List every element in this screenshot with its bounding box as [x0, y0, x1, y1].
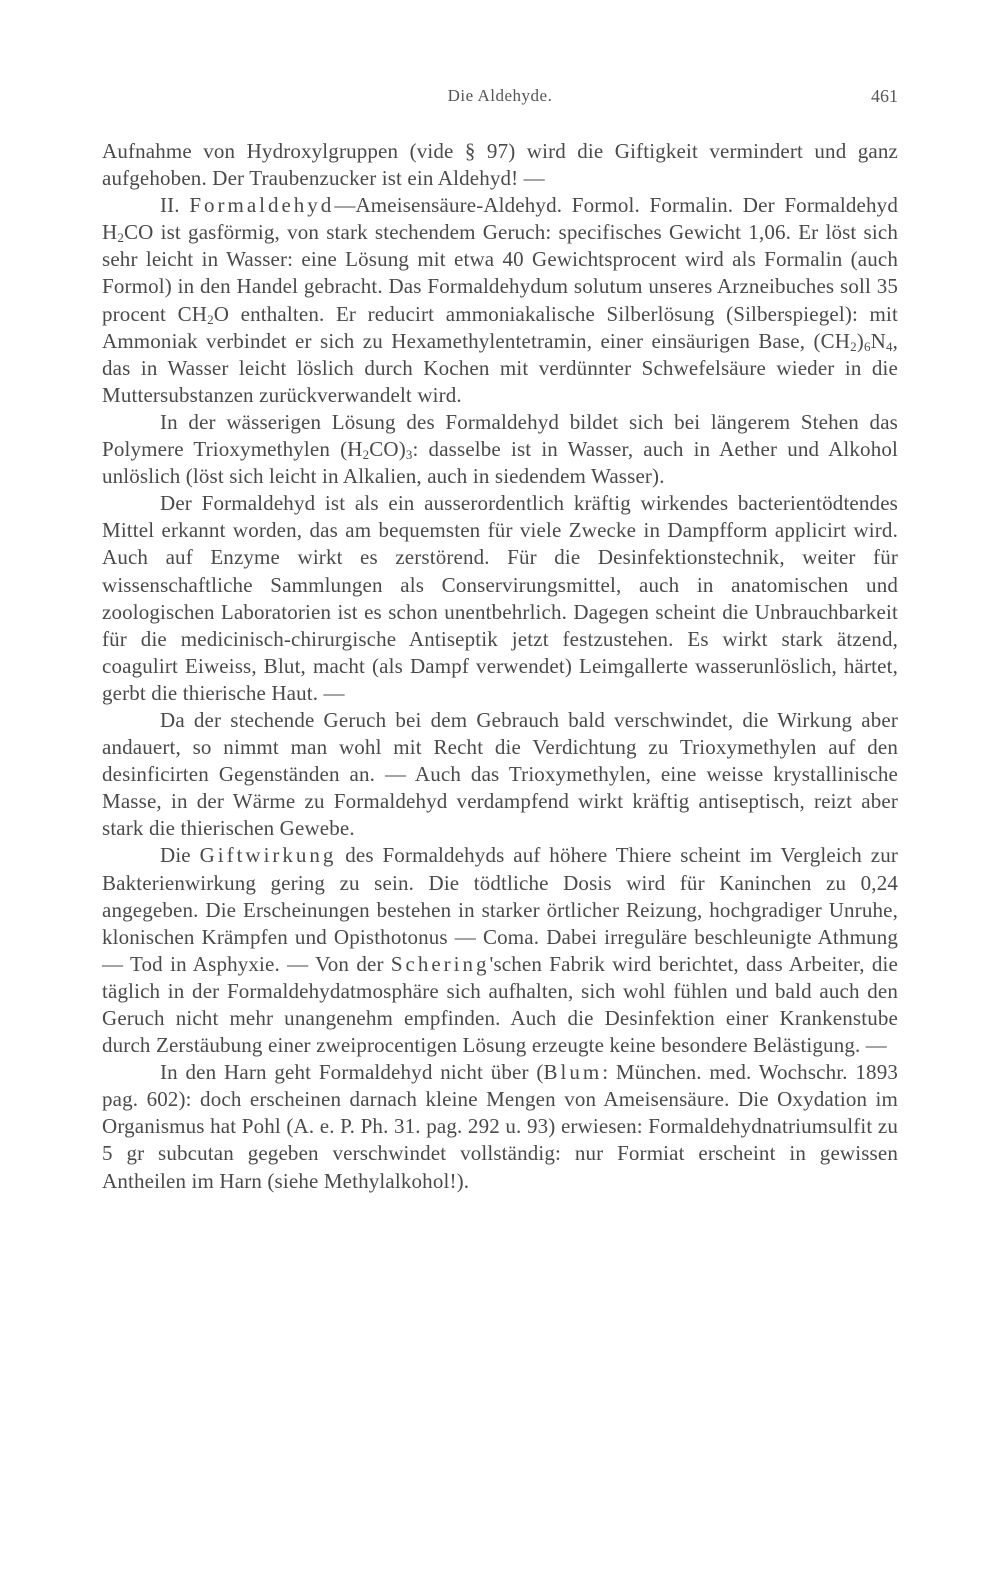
text-run: 'schen Fabrik wird berichtet, dass Arbeiter, die täglich in der Formaldehydatmosphäre sich aufhalten, sich wohl fühlen und bald auch den Geruch nicht mehr unangenehm empfinden. Auch die Desinfektion einer Krankenstube durch Zerstäubung einer zweiprocentigen Lösung erzeugte keine besondere Belästigung. —	[102, 951, 898, 1058]
text-run: N	[870, 328, 886, 353]
spaced-name: Schering	[390, 951, 490, 976]
paragraph-3	[102, 409, 898, 490]
text-run: In den Harn geht Formaldehyd nicht über (	[160, 1060, 544, 1085]
spaced-name: Giftwirkung	[199, 843, 337, 868]
text-run: O enthalten. Er reducirt ammoniakalische Silberlösung (Silberspiegel): mit Ammoniak verbindet er sich zu Hexamethylentetramin, einer einsäurigen Base, (CH	[102, 301, 898, 353]
running-head: Die Aldehyde.	[447, 86, 553, 105]
paragraph-4: Der Formaldehyd ist als ein ausserordentlich kräftig wirkendes bacterientödtendes Mittel erkannt worden, das am bequemsten für viele Zwecke in Dampfform applicirt wird. Auch auf Enzyme wirkt es zerstörend. Für die Desinfektionstechnik, weiter für wissenschaftliche Sammlungen als Conservirungsmittel, auch in anatomischen und zoologischen Laboratorien ist es schon unentbehrlich. Dagegen scheint die Unbrauchbarkeit für die medicinisch-chirurgische Antiseptik jetzt festzustehen. Es wirkt stark ätzend, coagulirt Eiweiss, Blut, macht (als Dampf verwendet) Leimgallerte wasserunlöslich, härtet, gerbt die thierische Haut. —	[102, 491, 898, 705]
text-run: II.	[160, 193, 190, 218]
text-run: des Formaldehyds auf höhere Thiere scheint im Vergleich zur Bakterienwirkung gering zu sein. Die tödtliche Dosis wird für Kaninchen zu 0,24 angegeben. Die Erscheinungen bestehen in starker örtlicher Reizung, hochgradiger Unruhe, klonischen Krämpfen und Opisthotonus — Coma. Dabei irreguläre beschleunigte Athmung — Tod in Asphyxie. — Von der	[102, 843, 898, 976]
paragraph-6	[102, 842, 898, 1059]
page-number: 461	[871, 86, 898, 106]
text-run: In der wässerigen Lösung des Formaldehyd bildet sich bei längerem Stehen das Polymere Trioxymethylen (H	[102, 409, 898, 462]
paragraph-1: Aufnahme von Hydroxylgruppen (vide § 97) wird die Giftigkeit vermindert und ganz aufgehoben. Der Traubenzucker ist ein Aldehyd! —	[102, 139, 898, 191]
body-text	[102, 138, 898, 1195]
subscript: 2	[117, 230, 124, 246]
text-run: , das in Wasser leicht löslich durch Kochen mit verdünnter Schwefelsäure wieder in die Muttersubstanzen zurückverwandelt wird.	[102, 328, 898, 407]
text-run: Die	[160, 843, 200, 868]
paragraph-5: Da der stechende Geruch bei dem Gebrauch bald verschwindet, die Wirkung aber andauert, so nimmt man wohl mit Recht die Verdichtung zu Trioxymethylen auf den desinficirten Gegenständen an. — Auch das Trioxymethylen, eine weisse krystallinische Masse, in der Wärme zu Formaldehyd verdampfend wirkt kräftig antiseptisch, reizt aber stark die thierischen Gewebe.	[102, 707, 898, 841]
subscript: 2	[207, 311, 214, 327]
text-run: —Ameisensäure-Aldehyd. Formol. Formalin. Der Formaldehyd H	[102, 193, 898, 245]
subscript: 4	[885, 338, 893, 354]
text-run: CO)	[369, 437, 406, 462]
subscript: 2	[850, 338, 857, 354]
subscript: 2	[362, 447, 370, 463]
subscript: 3	[405, 447, 413, 463]
paragraph-2	[102, 192, 898, 409]
text-run: )	[856, 328, 864, 353]
paragraph-7	[102, 1059, 898, 1194]
text-run: CO ist gasförmig, von stark stechendem Geruch: specifisches Gewicht 1,06. Er löst sich sehr leicht in Wasser: eine Lösung mit etwa 40 Gewichtsprocent wird als Formalin (auch Formol) in den Handel gebracht. Das Formaldehydum solutum unseres Arzneibuches soll 35 procent CH	[102, 220, 898, 326]
spaced-name: Blum	[543, 1060, 603, 1085]
page-header	[102, 86, 898, 110]
text-run: : München. med. Wochschr. 1893 pag. 602): doch erscheinen darnach kleine Mengen von Ameisensäure. Die Oxydation im Organismus hat Pohl (A. e. P. Ph. 31. pag. 292 u. 93) erwiesen: Formaldehydnatriumsulfit zu 5 gr subcutan gegeben verschwindet vollständig: nur Formiat erscheint in gewissen Antheilen im Harn (siehe Methylalkohol!).	[102, 1060, 898, 1193]
spaced-name: Formaldehyd	[189, 193, 335, 218]
text-run: : dasselbe ist in Wasser, auch in Aether und Alkohol unlöslich (löst sich leicht in Alkalien, auch in siedendem Wasser).	[102, 437, 898, 489]
subscript: 6	[863, 338, 871, 354]
